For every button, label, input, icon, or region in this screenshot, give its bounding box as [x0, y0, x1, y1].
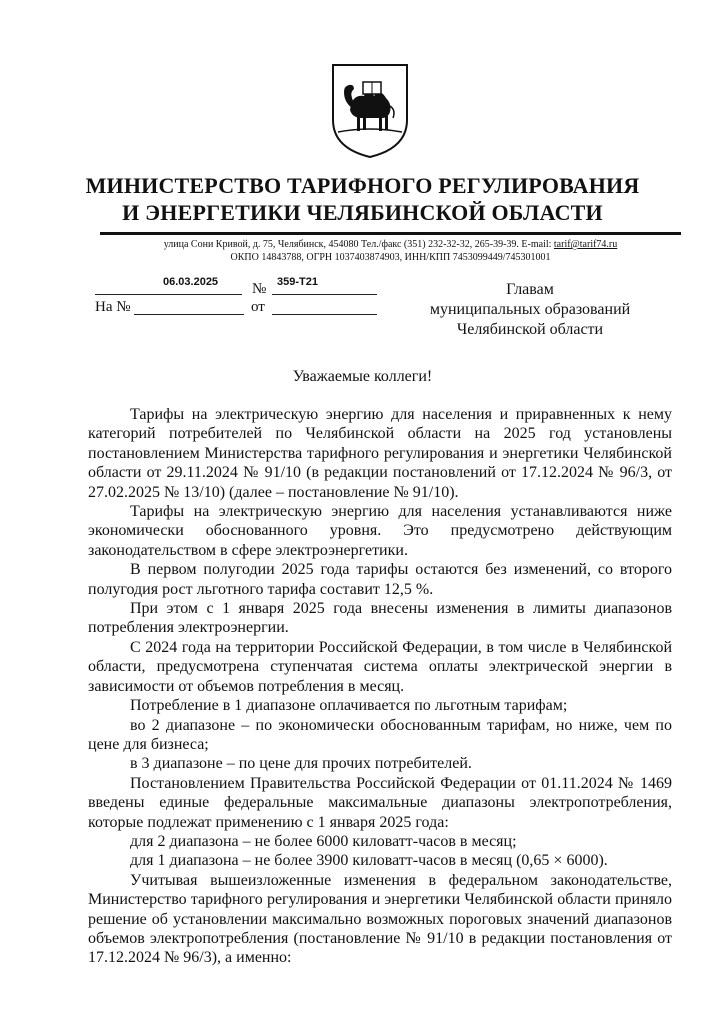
outgoing-date: 06.03.2025	[163, 276, 219, 288]
paragraph-range-1: Потребление в 1 диапазоне оплачивается по льготным тарифам;	[130, 697, 568, 715]
paragraph-government-decree: Постановлением Правительства Российской Федерации от 01.11.2024 № 1469 введены единые федеральные максимальные диапазоны электропотребления, которые подлежат применению с 1 января 2025 года:	[88, 774, 672, 831]
paragraph-range-3: в 3 диапазоне – по цене для прочих потребителей.	[130, 755, 472, 773]
recipient-line3: Челябинской области	[456, 321, 604, 338]
paragraph-below-economic: Тарифы на электрическую энергию для населения устанавливаются ниже экономически обоснованного уровня. Это предусмотрено действующим законодательством в сфере электроэнергетики.	[88, 503, 672, 559]
date-line	[95, 294, 242, 295]
emblem-svg	[330, 62, 410, 160]
email-link[interactable]: tarif@tarif74.ru	[553, 239, 618, 250]
paragraph-limit-range-1: для 1 диапазона – не более 3900 киловатт-часов в месяц (0,65 × 6000).	[130, 852, 608, 870]
recipient-line1: Главам	[506, 281, 554, 298]
reply-date-line	[272, 314, 377, 315]
ministry-title-line1: МИНИСТЕРСТВО ТАРИФНОГО РЕГУЛИРОВАНИЯ	[85, 173, 640, 198]
address-text: улица Сони Кривой, д. 75, Челябинск, 454080 Тел./факс (351) 232-32-32, 265-39-39. E-mail:	[163, 239, 554, 250]
number-line	[272, 294, 377, 295]
header-divider	[100, 232, 681, 235]
paragraph-limits-changed: При этом с 1 января 2025 года внесены изменения в лимиты диапазонов потребления электроэнергии.	[88, 600, 672, 637]
greeting: Уважаемые коллеги!	[292, 368, 433, 385]
reply-number-line	[134, 314, 244, 315]
paragraph-tariffs-set: Тарифы на электрическую энергию для населения и приравненных к нему категорий потребителей по Челябинской области на 2025 год установлены постановлением Министерства тарифного регулирования и энергетики Челябинской области от 29.11.2024 № 91/10 (в редакции постановлений от 17.12.2024 № 96/3, от 27.02.2025 № 13/10) (далее – постановление № 91/10).	[88, 406, 672, 501]
address-line	[100, 238, 681, 251]
coat-of-arms-camel-icon	[330, 62, 410, 160]
number-label: №	[252, 281, 267, 297]
paragraph-limit-range-2: для 2 диапазона – не более 6000 киловатт-часов в месяц;	[130, 832, 517, 850]
contact-block	[100, 238, 681, 264]
ministry-title-line2: И ЭНЕРГЕТИКИ ЧЕЛЯБИНСКОЙ ОБЛАСТИ	[122, 200, 603, 225]
reply-label: На №	[95, 299, 131, 315]
letter-body	[88, 405, 672, 968]
paragraph-first-half: В первом полугодии 2025 года тарифы остаются без изменений, со второго полугодия рост льготного тарифа составит 12,5 %.	[88, 561, 672, 598]
ministry-title	[0, 172, 725, 226]
paragraph-range-2: во 2 диапазоне – по экономически обоснованным тарифам, но ниже, чем по цене для бизнеса;	[88, 716, 672, 753]
outgoing-number: 359-Т21	[277, 276, 318, 288]
recipient-line2: муниципальных образований	[429, 301, 631, 318]
from-label: от	[251, 299, 265, 315]
paragraph-stepped-system: С 2024 года на территории Российской Федерации, в том числе в Челябинской области, предусмотрена ступенчатая система оплаты электрической энергии в зависимости от объемов потребления в месяц.	[88, 638, 672, 695]
paragraph-ministry-decision: Учитывая вышеизложенные изменения в федеральном законодательстве, Министерство тарифного регулирования и энергетики Челябинской области приняло решение об установлении максимально возможных пороговых значений диапазонов объемов электропотребления (постановление № 91/10 в редакции постановления от 17.12.2024 № 96/3), а именно:	[88, 871, 672, 967]
codes-line: ОКПО 14843788, ОГРН 1037403874903, ИНН/КПП 7453099449/745301001	[230, 252, 551, 263]
recipient-block	[415, 280, 645, 340]
